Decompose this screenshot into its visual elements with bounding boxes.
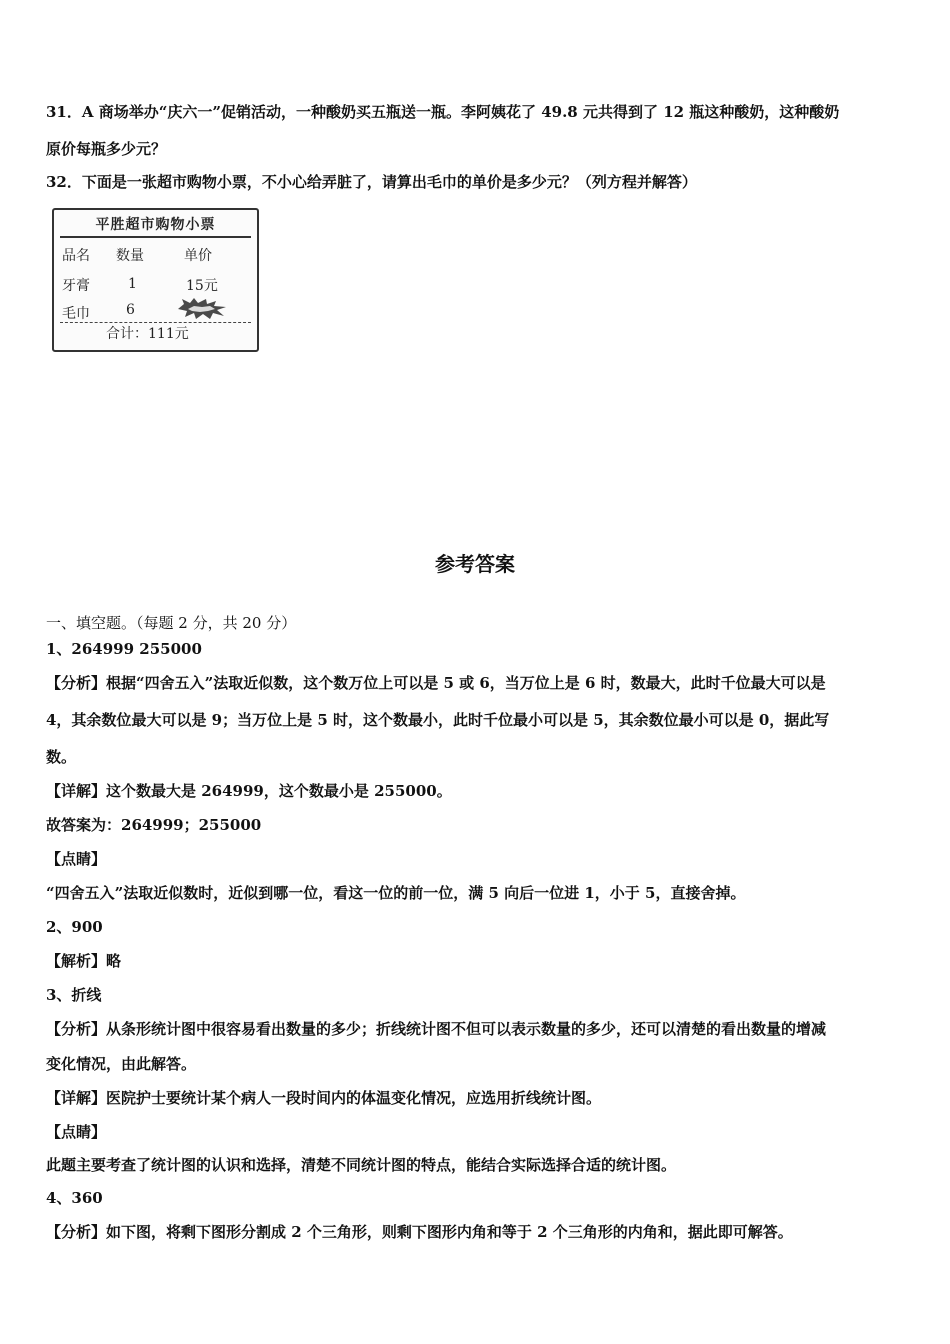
q31-line-2: 原价每瓶多少元？ — [46, 140, 167, 158]
answer-1-final: 故答案为：264999；255000 — [46, 816, 262, 834]
receipt-row-qty: 6 — [126, 302, 135, 318]
answer-4-head: 4、360 — [46, 1189, 103, 1207]
q32-line-1: 32．下面是一张超市购物小票，不小心给弄脏了，请算出毛巾的单价是多少元？（列方程并解答） — [46, 173, 697, 191]
answer-1-point-label: 【点睛】 — [46, 850, 107, 868]
q31-line-1: 31．A 商场举办“庆六一”促销活动，一种酸奶买五瓶送一瓶。李阿姨花了 49.8 元共得到了 12 瓶这种酸奶，这种酸奶 — [46, 103, 840, 121]
answer-2-head: 2、900 — [46, 918, 103, 936]
receipt-dashed-rule — [60, 322, 251, 323]
answer-3-analysis-2: 变化情况，由此解答。 — [46, 1055, 197, 1073]
receipt-title-rule — [60, 236, 251, 238]
answer-2-analysis: 【解析】略 — [46, 952, 122, 970]
receipt-header-price: 单价 — [184, 248, 212, 264]
receipt-row-qty: 1 — [128, 276, 137, 292]
receipt-row-price: 15元 — [186, 278, 218, 294]
receipt-title: 平胜超市购物小票 — [95, 217, 216, 233]
receipt-row-name: 牙膏 — [62, 278, 90, 294]
answer-1-analysis-3: 数。 — [46, 748, 77, 766]
receipt-header-qty: 数量 — [116, 248, 144, 264]
answer-3-detail: 【详解】医院护士要统计某个病人一段时间内的体温变化情况，应选用折线统计图。 — [46, 1089, 602, 1107]
answer-1-detail: 【详解】这个数最大是 264999，这个数最小是 255000。 — [46, 782, 452, 800]
answer-1-analysis-1: 【分析】根据“四舍五入”法取近似数，这个数万位上可以是 5 或 6，当万位上是 6 时，数最大，此时千位最大可以是 — [46, 674, 826, 692]
section-heading: 一、填空题。（每题 2 分，共 20 分） — [46, 614, 297, 632]
receipt-row-name: 毛巾 — [62, 306, 90, 322]
receipt-total: 合计：111元 — [106, 326, 189, 342]
receipt-header-name: 品名 — [62, 248, 90, 264]
answers-title: 参考答案 — [435, 552, 515, 576]
answer-4-analysis: 【分析】如下图，将剩下图形分割成 2 个三角形，则剩下图形内角和等于 2 个三角形的内角和，据此即可解答。 — [46, 1223, 793, 1241]
answer-3-point-label: 【点睛】 — [46, 1123, 107, 1141]
answer-3-head: 3、折线 — [46, 986, 102, 1004]
dirty-stain-icon — [176, 298, 228, 320]
answer-3-point: 此题主要考查了统计图的认识和选择，清楚不同统计图的特点，能结合实际选择合适的统计图。 — [46, 1156, 677, 1174]
receipt-figure — [52, 208, 259, 352]
answer-3-analysis-1: 【分析】从条形统计图中很容易看出数量的多少；折线统计图不但可以表示数量的多少，还可以清楚的看出数量的增减 — [46, 1020, 827, 1038]
answer-1-head: 1、264999 255000 — [46, 640, 202, 658]
answer-1-point: “四舍五入”法取近似数时，近似到哪一位，看这一位的前一位，满 5 向后一位进 1，小于 5，直接舍掉。 — [46, 884, 746, 902]
answer-1-analysis-2: 4，其余数位最大可以是 9；当万位上是 5 时，这个数最小，此时千位最小可以是 5，其余数位最小可以是 0，据此写 — [46, 711, 830, 729]
